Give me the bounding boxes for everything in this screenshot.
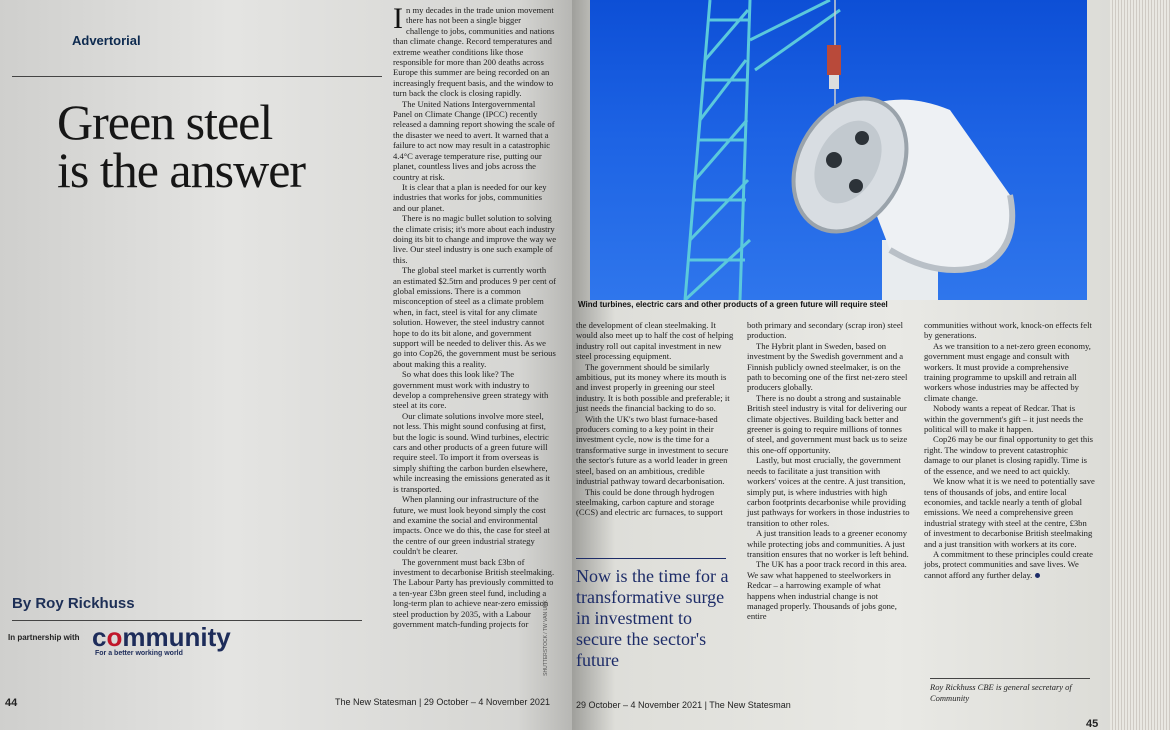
photo-credit: SHUTTERSTOCK / TW VAN URK [543, 600, 549, 676]
logo-tagline: For a better working world [95, 650, 183, 657]
paragraph: The global steel market is currently worth an estimated $2.5trn and produces 9 per cent of global emissions. There is a common misconception of steel as a climate problem when, in fact, steel is vital for any climate solution. However, the steel industry cannot hope to do its bit alone, and government support will be needed to deliver this. As we go into Cop26, the government must be serious about making this a reality. [393, 265, 556, 369]
right-article-column-1 [576, 320, 736, 518]
paragraph: The UK has a poor track record in this area. We saw what happened to steelworkers in Redcar – a harrowing example of what happens when industrial change is not managed properly. Thousands of jobs gone, entire [747, 559, 907, 622]
page-edges [1110, 0, 1170, 730]
right-article-column-2 [747, 320, 910, 622]
paragraph [924, 549, 1096, 580]
paragraph: The Hybrit plant in Sweden, based on investment by the Swedish government and a Finnish publicly owned steelmaker, is on the path to becoming one of the first net-zero steel producers globally. [747, 340, 908, 393]
paragraph: This could be done through hydrogen steelmaking, carbon capture and storage (CCS) and electric arc furnaces, to support [576, 486, 723, 518]
left-footer: The New Statesman | 29 October – 4 November 2021 [335, 697, 550, 707]
paragraph: When planning our infrastructure of the future, we must look beyond simply the cost and examine the social and environmental impacts. Once we do this, the case for steel at the centre of our green industrial strategy couldn't be clearer. [393, 494, 550, 557]
paragraph: As we transition to a net-zero green economy, government must engage and consult with workers. It must provide a comprehensive training programme to upskill and retrain all workers whose industries may be affected by climate change. [924, 340, 1091, 403]
photo-caption: Wind turbines, electric cars and other products of a green future will require steel [578, 300, 888, 309]
headline-top-rule [12, 76, 382, 77]
paragraph: both primary and secondary (scrap iron) steel production. [747, 320, 904, 341]
byline-rule [12, 620, 362, 621]
right-footer: 29 October – 4 November 2021 | The New Statesman [576, 700, 791, 710]
paragraph: Nobody wants a repeat of Redcar. That is within the government's gift – it just needs the political will to make it happen. [924, 403, 1084, 435]
wind-turbine-photo [590, 0, 1087, 300]
paragraph: There is no magic bullet solution to solving the climate crisis; it's more about each industry doing its bit to change and improve the way we live. Our steel industry is one such example of this. [393, 213, 557, 265]
paragraph-text: n my decades in the trade union movement there has not been a single bigger challenge to jobs, communities and nations than climate change. Record temperatures and extreme weather conditions like those responsible for more than 200 deaths across Europe this summer are being recorded on an increasingly frequent basis, and the window to turn back the clock is closing rapidly. [393, 5, 555, 99]
paragraph: The government should be similarly ambitious, put its money where its mouth is and invest properly in greening our steel industry. It is both possible and preferable; it just needs the financial backing to do so. [576, 361, 730, 414]
left-article-column [393, 2, 557, 629]
right-article-column-3 [924, 320, 1096, 580]
paragraph [393, 2, 556, 99]
community-logo [92, 622, 231, 653]
bio-rule [930, 678, 1090, 679]
paragraph: the development of clean steelmaking. It would also meet up to half the cost of helping industry roll out capital investment in new steel processing equipment. [576, 320, 734, 362]
left-page [0, 0, 575, 730]
page-number-right: 45 [1086, 718, 1099, 730]
headline [57, 94, 387, 198]
paragraph: The government must back £3bn of investment to decarbonise British steelmaking. The Labour Party has previously committed to a ten-year £3bn green steel fund, including a long-term plan to achieve near-zero emission steel production by 2035, with a Labour government match-funding projects for [393, 556, 555, 629]
logo-text-end: mmunity [122, 622, 231, 652]
logo-text-o: o [106, 622, 123, 652]
paragraph: communities without work, knock-on effects felt by generations. [924, 320, 1092, 341]
drop-cap: I [393, 2, 403, 35]
paragraph: Our climate solutions involve more steel, not less. This might sound confusing at first, but the logic is sound. Wind turbines, electric cars and other products of a green future will require steel. To import it from overseas is simply shifting the carbon burden elsewhere, while increasing the emissions generated as it is transported. [393, 410, 551, 494]
byline: By Roy Rickhuss [12, 595, 135, 612]
end-mark-icon [1035, 573, 1040, 578]
paragraph: The United Nations Intergovernmental Panel on Climate Change (IPCC) recently released a damning report showing the scale of the disaster we need to avert. It warned that a failure to act now may result in a catastrophic 4.4°C average temperature rise, putting our planet, countless lives and jobs across the country at risk. [393, 98, 555, 182]
partner-label: In partnership with [8, 633, 80, 642]
paragraph: With the UK's two blast furnace-based producers coming to a key point in their investment cycle, now is the time for a transformative surge in investment to secure the sector's future as a world leader in green steel, based on an ambitious, credible industrial pathway toward decarbonisation. [576, 413, 729, 487]
paragraph: There is no doubt a strong and sustainable British steel industry is vital for delivering our climate objectives. Building back better and greener is going to require millions of tonnes of steel, and government must back us to seize this one-off opportunity. [747, 392, 908, 455]
paragraph-text: A commitment to these principles could create jobs, protect communities and save lives. We cannot afford any further delay. [924, 548, 1093, 580]
turbine-crane-illustration [590, 0, 1087, 300]
section-tag: Advertorial [72, 33, 141, 48]
pull-quote-rule [576, 558, 726, 559]
logo-text-start: c [92, 622, 107, 652]
author-bio: Roy Rickhuss CBE is general secretary of Community [930, 682, 1072, 703]
paragraph: Cop26 may be our final opportunity to get this right. The window to prevent catastrophic damage to our planet is closing rapidly. Time is of the essence, and we need to act quickly. [924, 434, 1093, 476]
paragraph: It is clear that a plan is needed for our key industries that works for jobs, communities and our planet. [393, 181, 547, 213]
headline-line-2: is the answer [57, 142, 306, 198]
paragraph: We know what it is we need to potentially save tens of thousands of jobs, and entire local economies, and tackle nearly a tenth of global emissions. We need a comprehensive green industrial strategy with steel at the centre, £3bn of investment to decarbonise British steelmaking and a just transition with workers at its core. [924, 476, 1095, 549]
paragraph: Lastly, but most crucially, the government needs to facilitate a just transition with workers' voices at the centre. A just transition, simply put, is where industries with high carbon footprints decarbonise while providing just pathways for workers in those industries to transition to other roles. [747, 455, 910, 528]
page-number-left: 44 [5, 697, 18, 709]
pull-quote: Now is the time for a transformative surge in investment to secure the sector's future [576, 566, 729, 670]
paragraph: So what does this look like? The government must work with industry to develop a comprehensive green strategy with steel at its core. [393, 369, 549, 411]
headline-line-1: Green steel [57, 94, 273, 150]
paragraph: A just transition leads to a greener economy while protecting jobs and communities. A just transition ensures that no worker is left behind. [747, 528, 909, 559]
